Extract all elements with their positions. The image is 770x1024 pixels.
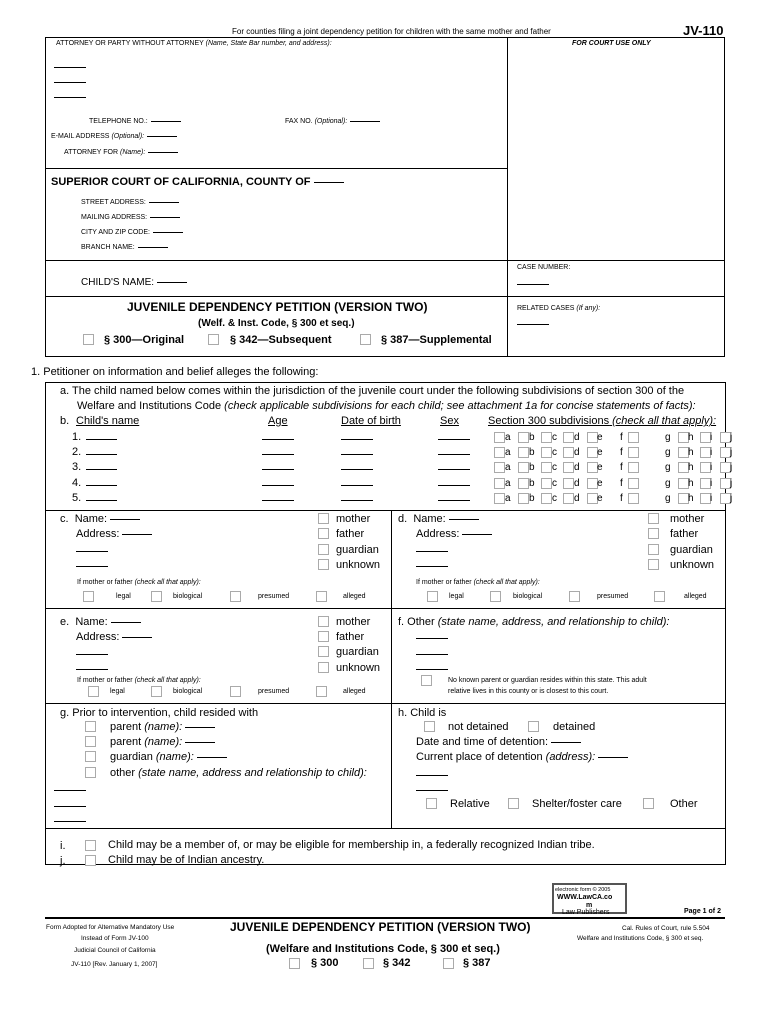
parent-d-guardian-checkbox[interactable] <box>648 544 659 555</box>
checkbox-342-subsequent[interactable] <box>208 334 219 345</box>
parent-c-presumed-checkbox[interactable] <box>230 591 241 602</box>
item-g-guardian-checkbox[interactable] <box>85 751 96 762</box>
subdivision-letter: h <box>688 493 694 504</box>
parent-d-legal-label: legal <box>449 593 464 600</box>
item-g-guardian[interactable]: guardian (name): <box>110 751 227 763</box>
child-dob-line[interactable] <box>341 500 373 501</box>
parent-c-unknown-checkbox[interactable] <box>318 559 329 570</box>
parent-c-address-line2[interactable] <box>76 551 108 552</box>
subdivision-checkbox[interactable] <box>541 493 552 504</box>
parent-c-address[interactable]: Address: <box>76 528 152 540</box>
subdivision-letter: j <box>730 447 733 458</box>
parent-c-biological-label: biological <box>173 593 203 600</box>
opt-387-label: § 387—Supplemental <box>381 334 492 346</box>
parent-c-guardian-label: guardian <box>336 544 379 556</box>
footer-rule: Cal. Rules of Court, rule 5.504 <box>622 925 710 932</box>
shelter-label: Shelter/foster care <box>532 798 622 810</box>
related-cases-line[interactable] <box>517 324 549 325</box>
item-j-letter: j. <box>60 855 66 867</box>
case-number-label: CASE NUMBER: <box>517 264 571 271</box>
subdivision-checkbox[interactable] <box>494 462 505 473</box>
lawca-line4: Law Publishers <box>562 909 610 916</box>
no-known-line2: relative lives in this county or is closest to this court. <box>448 688 609 695</box>
child-name-line[interactable] <box>86 469 117 470</box>
footer-title: JUVENILE DEPENDENCY PETITION (VERSION TWO) <box>230 920 531 934</box>
item-g-parent1-checkbox[interactable] <box>85 721 96 732</box>
parent-e-legal-label: legal <box>110 688 125 695</box>
form-number: JV-110 <box>683 23 724 38</box>
subdivision-checkbox[interactable] <box>541 478 552 489</box>
subdivision-letter: h <box>688 447 694 458</box>
item-g-label: g. Prior to intervention, child resided with <box>60 707 259 719</box>
email-label[interactable]: E-MAIL ADDRESS (Optional): <box>51 133 177 140</box>
subdivision-checkbox[interactable] <box>628 478 639 489</box>
date-time-detention[interactable]: Date and time of detention: <box>416 736 581 748</box>
subdivision-checkbox[interactable] <box>628 432 639 443</box>
item-1a-line1: a. The child named below comes within the jurisdiction of the juvenile court under the following subdivisions of section 300 of the <box>60 385 685 397</box>
subdivision-letter: f <box>620 462 623 473</box>
subdivision-letter: b <box>529 493 535 504</box>
parent-d-guardian-label: guardian <box>670 544 713 556</box>
subdivision-letter: e <box>597 478 603 489</box>
item-1a-line2: Welfare and Institutions Code (check applicable subdivisions for each child; see attachment 1a for concise statements of facts): <box>77 400 696 412</box>
subdivision-letter: j <box>730 493 733 504</box>
footer-387-label: § 387 <box>463 957 491 969</box>
parent-c-biological-checkbox[interactable] <box>151 591 162 602</box>
subdivision-checkbox[interactable] <box>518 447 529 458</box>
subdivision-checkbox[interactable] <box>494 493 505 504</box>
child-age-line[interactable] <box>262 500 294 501</box>
item-i-letter: i. <box>60 840 66 852</box>
subdivision-letter: i <box>710 447 713 458</box>
parent-e-biological-checkbox[interactable] <box>151 686 162 697</box>
parent-e-name[interactable]: e. Name: <box>60 616 141 628</box>
subdivision-checkbox[interactable] <box>518 493 529 504</box>
parent-c-father-label: father <box>336 528 365 540</box>
checkbox-300-original[interactable] <box>83 334 94 345</box>
subdivision-letter: j <box>730 432 733 443</box>
parent-d-if-label: If mother or father (check all that apply): <box>416 579 540 586</box>
subdivision-letter: d <box>574 462 580 473</box>
child-dob-line[interactable] <box>341 439 373 440</box>
parent-e-presumed-label: presumed <box>258 688 290 695</box>
subdivision-letter: g <box>665 462 671 473</box>
parent-d-name[interactable]: d. Name: <box>398 513 479 525</box>
child-sex-line[interactable] <box>438 500 470 501</box>
parent-d-unknown-label: unknown <box>670 559 715 571</box>
attorney-line-1[interactable] <box>54 67 86 68</box>
subdivision-letter: h <box>688 478 694 489</box>
not-detained-label: not detained <box>448 721 509 733</box>
subdivision-letter: d <box>574 447 580 458</box>
branch-name[interactable]: BRANCH NAME: <box>81 244 168 251</box>
subdivision-checkbox[interactable] <box>563 462 574 473</box>
parent-e-guardian-checkbox[interactable] <box>318 646 329 657</box>
subdivision-letter: j <box>730 462 733 473</box>
subdivision-letter: j <box>730 478 733 489</box>
parent-d-mother-label: mother <box>670 513 705 525</box>
parent-d-address-line3[interactable] <box>416 566 448 567</box>
street-address[interactable]: STREET ADDRESS: <box>81 199 179 206</box>
parent-e-father-checkbox[interactable] <box>318 631 329 642</box>
subdivision-letter: b <box>529 432 535 443</box>
parent-c-legal-label: legal <box>116 593 131 600</box>
parent-c-mother-label: mother <box>336 513 371 525</box>
parent-e-unknown-label: unknown <box>336 662 381 674</box>
item-g-parent2-checkbox[interactable] <box>85 736 96 747</box>
subdivision-letter: i <box>710 462 713 473</box>
parent-e-alleged-checkbox[interactable] <box>316 686 327 697</box>
item-g-parent2[interactable]: parent (name): <box>110 736 215 748</box>
attorney-line-3[interactable] <box>54 97 86 98</box>
subdivision-letter: d <box>574 478 580 489</box>
subdivision-letter: c <box>552 478 557 489</box>
other-place-label: Other <box>670 798 698 810</box>
subdivision-letter: h <box>688 462 694 473</box>
parent-c-mother-checkbox[interactable] <box>318 513 329 524</box>
item-g-parent1[interactable]: parent (name): <box>110 721 215 733</box>
subdivision-checkbox[interactable] <box>541 462 552 473</box>
subdivision-checkbox[interactable] <box>563 432 574 443</box>
col-b-label: b. <box>60 415 70 427</box>
detained-label: detained <box>553 721 596 733</box>
page-number: Page 1 of 2 <box>684 908 721 915</box>
footer-left3: Judicial Council of California <box>74 947 156 954</box>
subdivision-checkbox[interactable] <box>541 432 552 443</box>
parent-c-presumed-label: presumed <box>258 593 290 600</box>
item-g-line1[interactable] <box>54 790 86 791</box>
subdivision-letter: a <box>505 462 511 473</box>
subdivision-checkbox[interactable] <box>518 462 529 473</box>
subdivision-letter: b <box>529 462 535 473</box>
subdivision-letter: c <box>552 432 557 443</box>
subdivision-letter: i <box>710 432 713 443</box>
subdivision-checkbox[interactable] <box>518 432 529 443</box>
subdivision-checkbox[interactable] <box>628 493 639 504</box>
child-name-line[interactable] <box>86 485 117 486</box>
parent-e-mother-checkbox[interactable] <box>318 616 329 627</box>
case-number-line[interactable] <box>517 284 549 285</box>
parent-c-address-line3[interactable] <box>76 566 108 567</box>
subdivision-letter: g <box>665 447 671 458</box>
subdivision-letter: f <box>620 493 623 504</box>
child-row-number: 2. <box>72 446 82 458</box>
subdivision-letter: f <box>620 447 623 458</box>
item-g-other: other (state name, address and relationship to child): <box>110 767 367 779</box>
subdivision-checkbox[interactable] <box>494 478 505 489</box>
subdivision-letter: a <box>505 447 511 458</box>
subdivision-checkbox[interactable] <box>518 478 529 489</box>
subdivision-letter: g <box>665 493 671 504</box>
subdivision-letter: g <box>665 432 671 443</box>
parent-d-presumed-checkbox[interactable] <box>569 591 580 602</box>
subdivision-letter: a <box>505 493 511 504</box>
lawca-line3: m <box>586 902 593 909</box>
col-sex: Sex <box>440 415 459 427</box>
subdivision-checkbox[interactable] <box>628 462 639 473</box>
subdivision-checkbox[interactable] <box>628 447 639 458</box>
subdivision-checkbox[interactable] <box>563 493 574 504</box>
opt-300-label: § 300—Original <box>104 334 185 346</box>
child-name-line[interactable] <box>86 500 117 501</box>
child-dob-line[interactable] <box>341 454 373 455</box>
item-h-label: h. Child is <box>398 707 447 719</box>
subdivision-letter: a <box>505 478 511 489</box>
parent-c-if-label: If mother or father (check all that apply): <box>77 579 201 586</box>
child-age-line[interactable] <box>262 439 294 440</box>
item-g-line2[interactable] <box>54 806 86 807</box>
subdivision-letter: d <box>574 493 580 504</box>
subdivision-letter: i <box>710 478 713 489</box>
petition-code: (Welf. & Inst. Code, § 300 et seq.) <box>198 318 355 329</box>
col-childs-name: Child's name <box>76 415 140 427</box>
relative-checkbox[interactable] <box>426 798 437 809</box>
footer-left1: Form Adopted for Alternative Mandatory Use <box>46 924 175 931</box>
parent-c-guardian-checkbox[interactable] <box>318 544 329 555</box>
item-g-other-checkbox[interactable] <box>85 767 96 778</box>
childs-name-label[interactable]: CHILD'S NAME: <box>81 277 187 288</box>
parent-e-legal-checkbox[interactable] <box>88 686 99 697</box>
child-row-number: 1. <box>72 431 82 443</box>
court-use-label: FOR COURT USE ONLY <box>572 40 651 47</box>
item-f-line1[interactable] <box>416 638 448 639</box>
subdivision-letter: g <box>665 478 671 489</box>
item-g-line3[interactable] <box>54 821 86 822</box>
child-age-line[interactable] <box>262 485 294 486</box>
col-dob: Date of birth <box>341 415 401 427</box>
no-known-line1: No known parent or guardian resides within this state. This adult <box>448 677 647 684</box>
parent-e-unknown-checkbox[interactable] <box>318 662 329 673</box>
parent-e-alleged-label: alleged <box>343 688 366 695</box>
subdivision-letter: e <box>597 447 603 458</box>
parent-d-father-checkbox[interactable] <box>648 528 659 539</box>
parent-c-father-checkbox[interactable] <box>318 528 329 539</box>
subdivision-checkbox[interactable] <box>541 447 552 458</box>
footer-code: (Welfare and Institutions Code, § 300 et seq.) <box>266 943 500 955</box>
subdivision-letter: b <box>529 478 535 489</box>
parent-e-mother-label: mother <box>336 616 371 628</box>
item-i-checkbox[interactable] <box>85 840 96 851</box>
footer-342-label: § 342 <box>383 957 411 969</box>
subdivision-letter: c <box>552 447 557 458</box>
shelter-checkbox[interactable] <box>508 798 519 809</box>
parent-e-father-label: father <box>336 631 365 643</box>
subdivision-checkbox[interactable] <box>494 447 505 458</box>
attorney-label: ATTORNEY OR PARTY WITHOUT ATTORNEY (Name, State Bar number, and address): <box>56 40 332 47</box>
child-dob-line[interactable] <box>341 485 373 486</box>
child-sex-line[interactable] <box>438 469 470 470</box>
parent-d-father-label: father <box>670 528 699 540</box>
subdivision-letter: e <box>597 432 603 443</box>
parent-d-biological-checkbox[interactable] <box>490 591 501 602</box>
parent-d-mother-checkbox[interactable] <box>648 513 659 524</box>
parent-e-address[interactable]: Address: <box>76 631 152 643</box>
parent-d-legal-checkbox[interactable] <box>427 591 438 602</box>
child-name-line[interactable] <box>86 454 117 455</box>
item-f-label: f. Other (state name, address, and relationship to child): <box>398 616 670 628</box>
current-place-detention[interactable]: Current place of detention (address): <box>416 751 628 763</box>
parent-d-alleged-label: alleged <box>684 593 707 600</box>
child-sex-line[interactable] <box>438 439 470 440</box>
footer-left2: Instead of Form JV-100 <box>81 935 149 942</box>
subdivision-letter: b <box>529 447 535 458</box>
attorney-for-label[interactable]: ATTORNEY FOR (Name): <box>64 149 178 156</box>
parent-d-address-line2[interactable] <box>416 551 448 552</box>
petition-title: JUVENILE DEPENDENCY PETITION (VERSION TWO) <box>127 300 428 314</box>
child-sex-line[interactable] <box>438 454 470 455</box>
item-1: 1. Petitioner on information and belief alleges the following: <box>31 366 319 378</box>
child-row-number: 3. <box>72 461 82 473</box>
parent-c-unknown-label: unknown <box>336 559 381 571</box>
child-age-line[interactable] <box>262 469 294 470</box>
city-zip[interactable]: CITY AND ZIP CODE: <box>81 229 183 236</box>
item-f-line3[interactable] <box>416 669 448 670</box>
parent-d-alleged-checkbox[interactable] <box>654 591 665 602</box>
lawca-line1: electronic form © 2005 <box>555 887 611 893</box>
fax-label[interactable]: FAX NO. (Optional): <box>285 118 380 125</box>
lawca-line2: WWW.LawCA.co <box>557 894 613 901</box>
not-detained-checkbox[interactable] <box>424 721 435 732</box>
other-place-checkbox[interactable] <box>643 798 654 809</box>
parent-e-guardian-label: guardian <box>336 646 379 658</box>
child-name-line[interactable] <box>86 439 117 440</box>
item-i-text: Child may be a member of, or may be eligible for membership in, a federally recognized Indian tribe. <box>108 839 595 851</box>
item-f-line2[interactable] <box>416 654 448 655</box>
checkbox-387-supplemental[interactable] <box>360 334 371 345</box>
related-cases-label: RELATED CASES (If any): <box>517 305 601 312</box>
child-sex-line[interactable] <box>438 485 470 486</box>
footer-342-checkbox[interactable] <box>363 958 374 969</box>
parent-e-address-line3[interactable] <box>76 669 108 670</box>
subdivision-letter: a <box>505 432 511 443</box>
subdivision-letter: c <box>552 493 557 504</box>
detained-checkbox[interactable] <box>528 721 539 732</box>
subdivision-letter: c <box>552 462 557 473</box>
telephone-label[interactable]: TELEPHONE NO.: <box>89 118 181 125</box>
child-dob-line[interactable] <box>341 469 373 470</box>
header-note: For counties filing a joint dependency petition for children with the same mother and father <box>232 27 551 36</box>
footer-387-checkbox[interactable] <box>443 958 454 969</box>
item-j-text: Child may be of Indian ancestry. <box>108 854 265 866</box>
subdivision-letter: d <box>574 432 580 443</box>
col-age: Age <box>268 415 288 427</box>
subdivision-checkbox[interactable] <box>494 432 505 443</box>
footer-left4: JV-110 [Rev. January 1, 2007] <box>71 961 158 968</box>
parent-e-if-label: If mother or father (check all that apply): <box>77 677 201 684</box>
child-row-number: 4. <box>72 477 82 489</box>
child-row-number: 5. <box>72 492 82 504</box>
item-j-checkbox[interactable] <box>85 855 96 866</box>
subdivision-letter: i <box>710 493 713 504</box>
parent-c-name[interactable]: c. Name: <box>60 513 140 525</box>
parent-c-legal-checkbox[interactable] <box>83 591 94 602</box>
item-h-line2[interactable] <box>416 790 448 791</box>
parent-e-address-line2[interactable] <box>76 654 108 655</box>
mailing-address[interactable]: MAILING ADDRESS: <box>81 214 180 221</box>
subdivision-letter: h <box>688 432 694 443</box>
relative-label: Relative <box>450 798 490 810</box>
parent-e-presumed-checkbox[interactable] <box>230 686 241 697</box>
footer-wic: Welfare and Institutions Code, § 300 et seq. <box>577 935 704 942</box>
parent-d-presumed-label: presumed <box>597 593 629 600</box>
parent-c-alleged-label: alleged <box>343 593 366 600</box>
col-subdivisions: Section 300 subdivisions (check all that apply): <box>488 415 717 427</box>
attorney-line-2[interactable] <box>54 82 86 83</box>
court-title[interactable]: SUPERIOR COURT OF CALIFORNIA, COUNTY OF <box>51 176 344 188</box>
parent-c-alleged-checkbox[interactable] <box>316 591 327 602</box>
parent-e-biological-label: biological <box>173 688 203 695</box>
subdivision-checkbox[interactable] <box>563 478 574 489</box>
child-age-line[interactable] <box>262 454 294 455</box>
no-known-parent-checkbox[interactable] <box>421 675 432 686</box>
subdivision-letter: e <box>597 462 603 473</box>
subdivision-letter: e <box>597 493 603 504</box>
subdivision-letter: f <box>620 478 623 489</box>
opt-342-label: § 342—Subsequent <box>230 334 332 346</box>
subdivision-checkbox[interactable] <box>563 447 574 458</box>
footer-300-checkbox[interactable] <box>289 958 300 969</box>
parent-d-biological-label: biological <box>513 593 543 600</box>
subdivision-letter: f <box>620 432 623 443</box>
item-h-line1[interactable] <box>416 775 448 776</box>
parent-d-address[interactable]: Address: <box>416 528 492 540</box>
parent-d-unknown-checkbox[interactable] <box>648 559 659 570</box>
footer-300-label: § 300 <box>311 957 339 969</box>
